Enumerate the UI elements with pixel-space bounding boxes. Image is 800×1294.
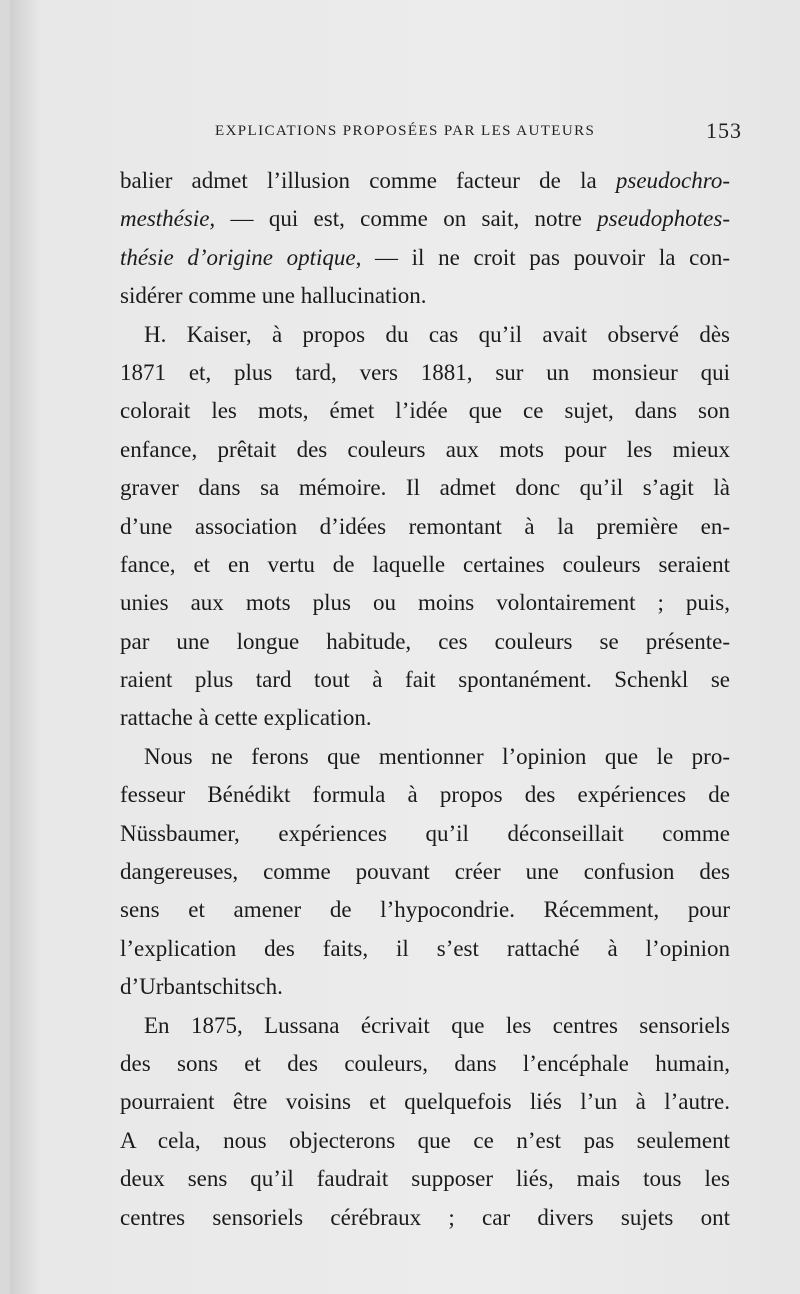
text-line xyxy=(120,1160,730,1198)
text-line xyxy=(120,239,730,277)
text-line xyxy=(120,508,730,546)
text-segment: enfance, prêtait des couleurs aux mots pour les mieux xyxy=(120,436,730,462)
italic-text: pseudochro- xyxy=(615,168,730,193)
text-segment: sidérer comme une hallucination. xyxy=(120,283,427,309)
text-segment: Nous ne ferons que mentionner l’opinion que le pro- xyxy=(144,743,730,769)
text-line xyxy=(120,968,730,1006)
text-segment: l’explication des faits, il s’est rattaché à l’opinion xyxy=(120,935,730,961)
text-line xyxy=(120,584,730,622)
text-line xyxy=(120,277,730,315)
text-line xyxy=(120,1007,730,1045)
text-line xyxy=(120,623,730,661)
text-line xyxy=(120,354,730,392)
body-text xyxy=(120,162,730,1237)
text-segment: Nüssbaumer, expériences qu’il déconseillait comme xyxy=(120,820,730,846)
text-line xyxy=(120,546,730,584)
text-line xyxy=(120,776,730,814)
text-segment: colorait les mots, émet l’idée que ce sujet, dans son xyxy=(120,398,730,424)
text-segment: centres sensoriels cérébraux ; car divers sujets ont xyxy=(120,1204,730,1230)
text-line xyxy=(120,431,730,469)
text-segment: sens et amener de l’hypocondrie. Récemment, pour xyxy=(120,897,730,923)
text-segment: par une longue habitude, ces couleurs se présente- xyxy=(120,628,730,654)
text-segment: H. Kaiser, à propos du cas qu’il avait observé dès xyxy=(144,321,730,347)
text-line xyxy=(120,661,730,699)
text-line xyxy=(120,1122,730,1160)
text-segment: A cela, nous objecterons que ce n’est pas seulement xyxy=(120,1127,730,1153)
text-segment: — qui est, comme on sait, notre xyxy=(215,206,598,232)
text-line xyxy=(120,162,730,200)
text-segment: des sons et des couleurs, dans l’encéphale humain, xyxy=(120,1050,730,1076)
text-segment: d’une association d’idées remontant à la première en- xyxy=(120,513,730,539)
text-segment: rattache à cette explication. xyxy=(120,705,372,731)
text-line xyxy=(120,699,730,737)
text-segment: En 1875, Lussana écrivait que les centres sensoriels xyxy=(144,1012,730,1038)
text-segment: balier admet l’illusion comme facteur de la xyxy=(120,168,616,193)
text-line xyxy=(120,891,730,929)
text-line xyxy=(120,1083,730,1121)
text-line xyxy=(120,1199,730,1237)
page-number: 153 xyxy=(706,118,742,143)
text-line xyxy=(120,930,730,968)
text-segment: raient plus tard tout à fait spontanément. Schenkl se xyxy=(120,667,730,693)
italic-text: thésie d’origine optique, xyxy=(120,244,362,270)
italic-text: pseudophotes- xyxy=(597,206,730,232)
text-segment: pourraient être voisins et quelquefois liés l’un à l’autre. xyxy=(120,1089,730,1115)
text-line xyxy=(120,738,730,776)
text-line xyxy=(120,200,730,238)
text-line xyxy=(120,392,730,430)
page-header xyxy=(215,118,750,146)
text-segment: fance, et en vertu de laquelle certaines couleurs seraient xyxy=(120,551,730,577)
italic-text: mesthésie, xyxy=(120,206,216,232)
text-line xyxy=(120,815,730,853)
text-segment: graver dans sa mémoire. Il admet donc qu’il s’agit là xyxy=(120,475,730,501)
text-line xyxy=(120,853,730,891)
text-segment: deux sens qu’il faudrait supposer liés, mais tous les xyxy=(120,1166,730,1192)
text-segment: 1871 et, plus tard, vers 1881, sur un monsieur qui xyxy=(120,359,730,385)
text-segment: unies aux mots plus ou moins volontairement ; puis, xyxy=(120,590,730,616)
text-segment: dangereuses, comme pouvant créer une confusion des xyxy=(120,859,730,885)
running-title: EXPLICATIONS PROPOSÉES PAR LES AUTEURS xyxy=(215,123,596,139)
text-segment: — il ne croit pas pouvoir la con- xyxy=(361,244,730,270)
text-segment: d’Urbantschitsch. xyxy=(120,974,283,1000)
text-segment: fesseur Bénédikt formula à propos des expériences de xyxy=(120,782,730,808)
text-line xyxy=(120,1045,730,1083)
text-line xyxy=(120,469,730,507)
text-line xyxy=(120,316,730,354)
